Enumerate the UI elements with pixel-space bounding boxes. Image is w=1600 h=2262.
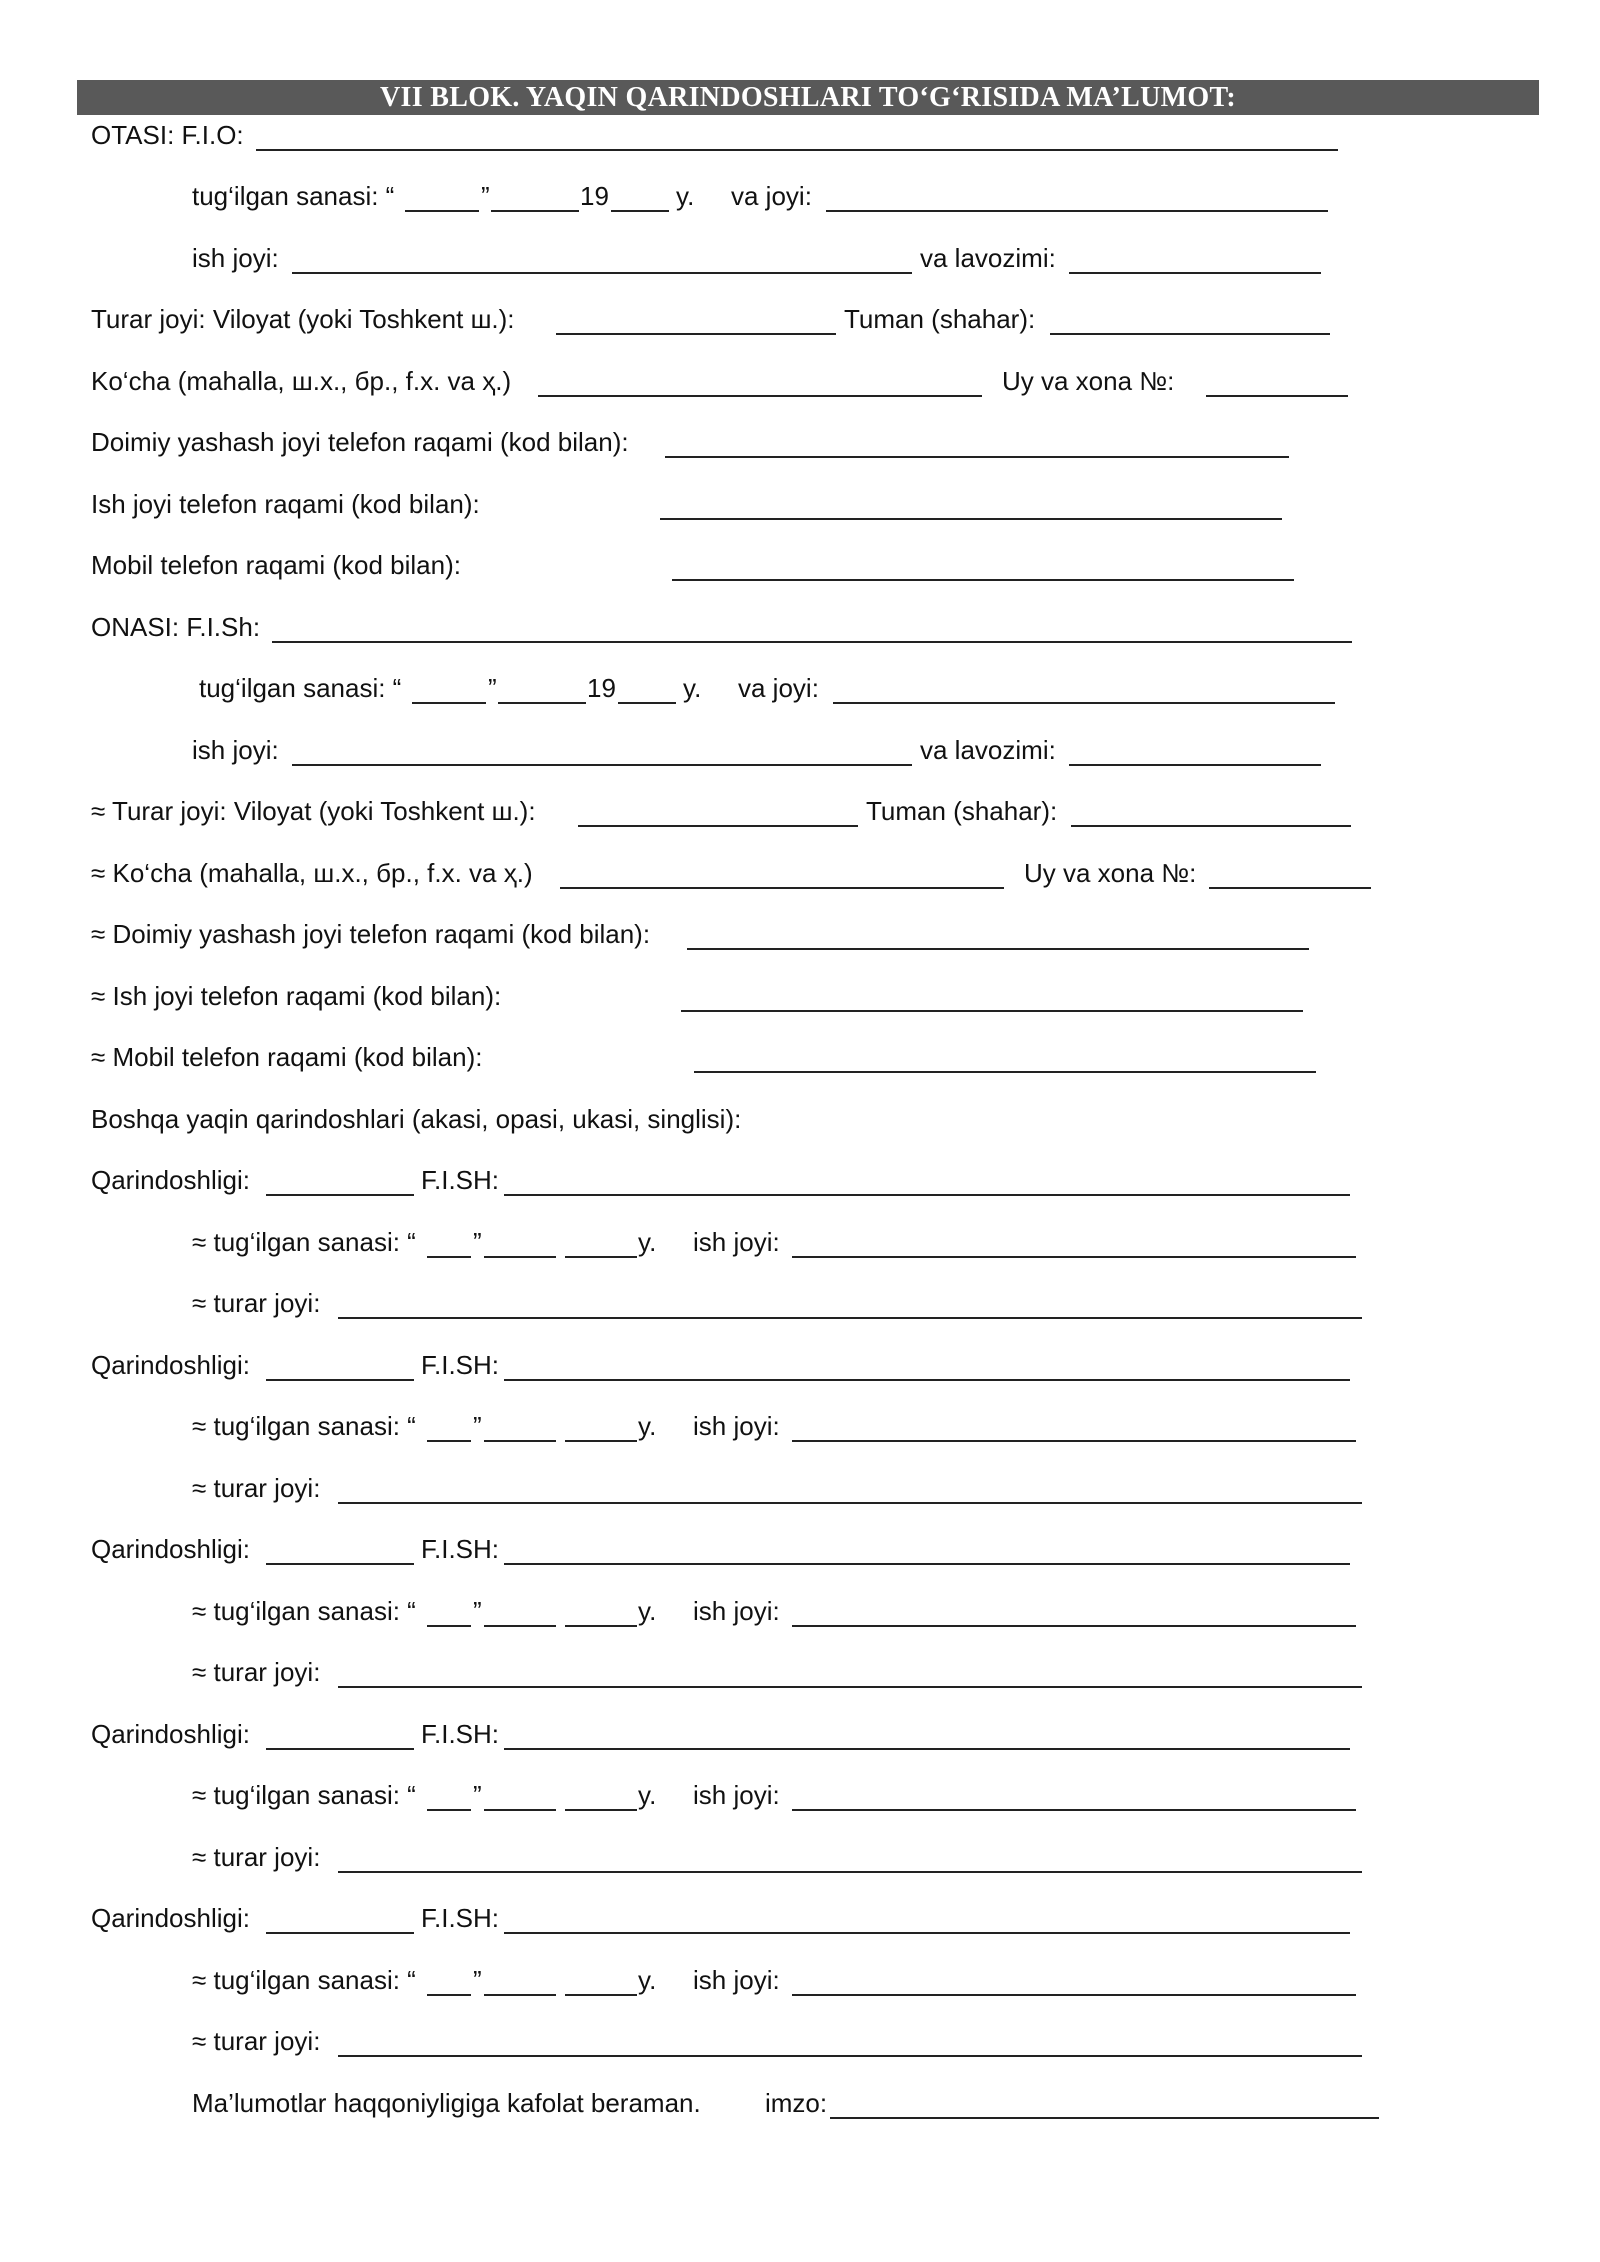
relative-relation-label: Qarindoshligi: bbox=[91, 1165, 250, 1195]
relative-work-label: ish joyi: bbox=[693, 1411, 780, 1441]
father-street-label: Ko‘cha (mahalla, ш.х., бр., f.x. va ҳ.) bbox=[91, 366, 512, 396]
father-work-phone-label: Ish joyi telefon raqami (kod bilan): bbox=[91, 489, 480, 519]
relative-birth-label: ≈ tug‘ilgan sanasi: “ bbox=[192, 1411, 416, 1441]
guarantee-text: Ma’lumotlar haqqoniyligiga kafolat beraman. bbox=[192, 2088, 701, 2118]
mother-street-row bbox=[0, 857, 1600, 901]
guarantee-row bbox=[0, 2087, 1600, 2131]
other-relatives-intro: Boshqa yaqin qarindoshlari (akasi, opasi, ukasi, singlisi): bbox=[91, 1104, 742, 1134]
relative-birth-day-field[interactable] bbox=[427, 1994, 471, 1996]
relative-address-label: ≈ turar joyi: bbox=[192, 1473, 321, 1503]
mother-mobile-label: ≈ Mobil telefon raqami (kod bilan): bbox=[91, 1042, 483, 1072]
relative-relation-field[interactable] bbox=[266, 1194, 414, 1196]
relative-birth-year-field[interactable] bbox=[565, 1625, 637, 1627]
father-district-field[interactable] bbox=[1050, 333, 1330, 335]
mother-home-phone-field[interactable] bbox=[687, 948, 1309, 950]
relative-birth-day-field[interactable] bbox=[427, 1440, 471, 1442]
mother-position-field[interactable] bbox=[1069, 764, 1321, 766]
mother-birth-day-field[interactable] bbox=[412, 702, 486, 704]
mother-apt-field[interactable] bbox=[1209, 887, 1371, 889]
relative-birth-label: ≈ tug‘ilgan sanasi: “ bbox=[192, 1596, 416, 1626]
relative-birth-close-quote: ” bbox=[473, 1411, 482, 1441]
relative-fish-field[interactable] bbox=[504, 1563, 1350, 1565]
mother-street-label: ≈ Ko‘cha (mahalla, ш.х., бр., f.x. va ҳ.) bbox=[91, 858, 533, 888]
father-birth-row bbox=[0, 180, 1600, 224]
relative-work-label: ish joyi: bbox=[693, 1780, 780, 1810]
relative-5-birth-row bbox=[0, 1964, 1600, 2008]
father-street-field[interactable] bbox=[538, 395, 982, 397]
relative-birth-month-field[interactable] bbox=[484, 1994, 556, 1996]
father-address-row bbox=[0, 303, 1600, 347]
mother-work-phone-row bbox=[0, 980, 1600, 1024]
relative-relation-label: Qarindoshligi: bbox=[91, 1719, 250, 1749]
relative-birth-year-suffix: y. bbox=[638, 1411, 657, 1441]
mother-street-field[interactable] bbox=[560, 887, 1004, 889]
relative-fish-label: F.I.SH: bbox=[421, 1534, 500, 1564]
father-work-field[interactable] bbox=[292, 272, 912, 274]
relative-fish-field[interactable] bbox=[504, 1748, 1350, 1750]
mother-fio-field[interactable] bbox=[272, 641, 1352, 643]
father-birth-year-prefix: 19 bbox=[580, 181, 609, 211]
mother-district-label: Tuman (shahar): bbox=[866, 796, 1058, 826]
relative-work-label: ish joyi: bbox=[693, 1965, 780, 1995]
relative-birth-label: ≈ tug‘ilgan sanasi: “ bbox=[192, 1965, 416, 1995]
relative-3-birth-row bbox=[0, 1595, 1600, 1639]
mother-birth-row bbox=[0, 672, 1600, 716]
section-header-bar bbox=[77, 80, 1539, 115]
signature-field[interactable] bbox=[830, 2117, 1379, 2119]
relative-3-row bbox=[0, 1533, 1600, 1577]
relative-fish-label: F.I.SH: bbox=[421, 1719, 500, 1749]
father-fio-label: OTASI: F.I.O: bbox=[91, 120, 244, 150]
father-home-phone-row bbox=[0, 426, 1600, 470]
father-birth-day-field[interactable] bbox=[405, 210, 479, 212]
father-work-phone-row bbox=[0, 488, 1600, 532]
relative-relation-field[interactable] bbox=[266, 1563, 414, 1565]
father-work-label: ish joyi: bbox=[192, 243, 279, 273]
mother-fio-row bbox=[0, 611, 1600, 655]
relative-5-row bbox=[0, 1902, 1600, 1946]
father-position-field[interactable] bbox=[1069, 272, 1321, 274]
father-apt-label: Uy va xona №: bbox=[1002, 366, 1175, 396]
mother-apt-label: Uy va xona №: bbox=[1024, 858, 1197, 888]
father-mobile-field[interactable] bbox=[672, 579, 1294, 581]
relative-1-address-row bbox=[0, 1287, 1600, 1331]
relative-fish-field[interactable] bbox=[504, 1379, 1350, 1381]
father-birthplace-field[interactable] bbox=[826, 210, 1328, 212]
relative-fish-label: F.I.SH: bbox=[421, 1350, 500, 1380]
father-apt-field[interactable] bbox=[1206, 395, 1348, 397]
relative-2-row bbox=[0, 1349, 1600, 1393]
relative-relation-label: Qarindoshligi: bbox=[91, 1903, 250, 1933]
father-address-label: Turar joyi: Viloyat (yoki Toshkent ш.): bbox=[91, 304, 515, 334]
father-work-row bbox=[0, 242, 1600, 286]
relative-birth-label: ≈ tug‘ilgan sanasi: “ bbox=[192, 1227, 416, 1257]
relative-address-label: ≈ turar joyi: bbox=[192, 2026, 321, 2056]
father-birth-close-quote: ” bbox=[481, 181, 490, 211]
relative-5-address-row bbox=[0, 2025, 1600, 2069]
relative-work-field[interactable] bbox=[792, 1994, 1356, 1996]
other-relatives-intro-row bbox=[0, 1103, 1600, 1147]
signature-label: imzo: bbox=[765, 2088, 828, 2118]
father-region-field[interactable] bbox=[556, 333, 836, 335]
father-mobile-row bbox=[0, 549, 1600, 593]
father-birth-month-field[interactable] bbox=[491, 210, 579, 212]
mother-address-label: ≈ Turar joyi: Viloyat (yoki Toshkent ш.): bbox=[91, 796, 536, 826]
father-mobile-label: Mobil telefon raqami (kod bilan): bbox=[91, 550, 461, 580]
mother-birth-year-suffix: y. bbox=[683, 673, 702, 703]
mother-birthplace-field[interactable] bbox=[833, 702, 1335, 704]
relative-address-field[interactable] bbox=[338, 1317, 1362, 1319]
relative-work-label: ish joyi: bbox=[693, 1596, 780, 1626]
relative-4-birth-row bbox=[0, 1779, 1600, 1823]
relative-birth-year-suffix: y. bbox=[638, 1596, 657, 1626]
father-work-phone-field[interactable] bbox=[660, 518, 1282, 520]
relative-birth-year-suffix: y. bbox=[638, 1780, 657, 1810]
relative-relation-field[interactable] bbox=[266, 1932, 414, 1934]
relative-birth-year-field[interactable] bbox=[565, 1809, 637, 1811]
relative-birth-month-field[interactable] bbox=[484, 1256, 556, 1258]
mother-work-field[interactable] bbox=[292, 764, 912, 766]
mother-position-label: va lavozimi: bbox=[920, 735, 1056, 765]
relative-birth-label: ≈ tug‘ilgan sanasi: “ bbox=[192, 1780, 416, 1810]
relative-3-address-row bbox=[0, 1656, 1600, 1700]
mother-work-label: ish joyi: bbox=[192, 735, 279, 765]
father-position-label: va lavozimi: bbox=[920, 243, 1056, 273]
relative-birth-close-quote: ” bbox=[473, 1596, 482, 1626]
mother-mobile-row bbox=[0, 1041, 1600, 1085]
mother-birth-year-prefix: 19 bbox=[587, 673, 616, 703]
relative-address-field[interactable] bbox=[338, 2055, 1362, 2057]
relative-relation-label: Qarindoshligi: bbox=[91, 1350, 250, 1380]
relative-fish-label: F.I.SH: bbox=[421, 1903, 500, 1933]
father-birth-label: tug‘ilgan sanasi: “ bbox=[192, 181, 395, 211]
relative-address-label: ≈ turar joyi: bbox=[192, 1657, 321, 1687]
relative-birth-year-field[interactable] bbox=[565, 1256, 637, 1258]
relative-1-birth-row bbox=[0, 1226, 1600, 1270]
father-home-phone-field[interactable] bbox=[665, 456, 1289, 458]
relative-2-birth-row bbox=[0, 1410, 1600, 1454]
mother-birth-year-field[interactable] bbox=[618, 702, 676, 704]
relative-relation-label: Qarindoshligi: bbox=[91, 1534, 250, 1564]
relative-work-field[interactable] bbox=[792, 1809, 1356, 1811]
relative-birth-year-field[interactable] bbox=[565, 1994, 637, 1996]
relative-4-address-row bbox=[0, 1841, 1600, 1885]
father-birth-year-field[interactable] bbox=[611, 210, 669, 212]
relative-birth-month-field[interactable] bbox=[484, 1440, 556, 1442]
father-home-phone-label: Doimiy yashash joyi telefon raqami (kod bilan): bbox=[91, 427, 629, 457]
relative-birth-close-quote: ” bbox=[473, 1227, 482, 1257]
relative-birth-close-quote: ” bbox=[473, 1965, 482, 1995]
relative-birth-day-field[interactable] bbox=[427, 1809, 471, 1811]
relative-birth-day-field[interactable] bbox=[427, 1625, 471, 1627]
mother-fio-label: ONASI: F.I.Sh: bbox=[91, 612, 261, 642]
mother-home-phone-row bbox=[0, 918, 1600, 962]
relative-address-field[interactable] bbox=[338, 1871, 1362, 1873]
relative-birth-close-quote: ” bbox=[473, 1780, 482, 1810]
section-title: VII BLOK. YAQIN QARINDOSHLARI TO‘G‘RISIDA MA’LUMOT: bbox=[380, 82, 1236, 113]
relative-4-row bbox=[0, 1718, 1600, 1762]
relative-address-field[interactable] bbox=[338, 1502, 1362, 1504]
mother-birth-month-field[interactable] bbox=[498, 702, 586, 704]
father-district-label: Tuman (shahar): bbox=[844, 304, 1036, 334]
father-fio-field[interactable] bbox=[256, 149, 1338, 151]
mother-address-row bbox=[0, 795, 1600, 839]
relative-birth-year-field[interactable] bbox=[565, 1440, 637, 1442]
mother-mobile-field[interactable] bbox=[694, 1071, 1316, 1073]
mother-work-row bbox=[0, 734, 1600, 778]
relative-birth-month-field[interactable] bbox=[484, 1625, 556, 1627]
father-birthplace-label: va joyi: bbox=[731, 181, 812, 211]
relative-relation-field[interactable] bbox=[266, 1748, 414, 1750]
mother-home-phone-label: ≈ Doimiy yashash joyi telefon raqami (kod bilan): bbox=[91, 919, 651, 949]
relative-fish-label: F.I.SH: bbox=[421, 1165, 500, 1195]
relative-birth-day-field[interactable] bbox=[427, 1256, 471, 1258]
mother-region-field[interactable] bbox=[578, 825, 858, 827]
mother-birthplace-label: va joyi: bbox=[738, 673, 819, 703]
relative-address-field[interactable] bbox=[338, 1686, 1362, 1688]
father-fio-row bbox=[0, 119, 1600, 163]
mother-birth-close-quote: ” bbox=[488, 673, 497, 703]
relative-2-address-row bbox=[0, 1472, 1600, 1516]
mother-work-phone-field[interactable] bbox=[681, 1010, 1303, 1012]
father-street-row bbox=[0, 365, 1600, 409]
father-birth-year-suffix: y. bbox=[676, 181, 695, 211]
relative-birth-year-suffix: y. bbox=[638, 1965, 657, 1995]
relative-work-field[interactable] bbox=[792, 1440, 1356, 1442]
relative-1-row bbox=[0, 1164, 1600, 1208]
relative-fish-field[interactable] bbox=[504, 1194, 1350, 1196]
mother-work-phone-label: ≈ Ish joyi telefon raqami (kod bilan): bbox=[91, 981, 502, 1011]
relative-address-label: ≈ turar joyi: bbox=[192, 1288, 321, 1318]
mother-birth-label: tug‘ilgan sanasi: “ bbox=[199, 673, 402, 703]
relative-address-label: ≈ turar joyi: bbox=[192, 1842, 321, 1872]
relative-fish-field[interactable] bbox=[504, 1932, 1350, 1934]
relative-work-field[interactable] bbox=[792, 1625, 1356, 1627]
mother-district-field[interactable] bbox=[1071, 825, 1351, 827]
relative-work-label: ish joyi: bbox=[693, 1227, 780, 1257]
relative-work-field[interactable] bbox=[792, 1256, 1356, 1258]
relative-relation-field[interactable] bbox=[266, 1379, 414, 1381]
relative-birth-month-field[interactable] bbox=[484, 1809, 556, 1811]
relative-birth-year-suffix: y. bbox=[638, 1227, 657, 1257]
